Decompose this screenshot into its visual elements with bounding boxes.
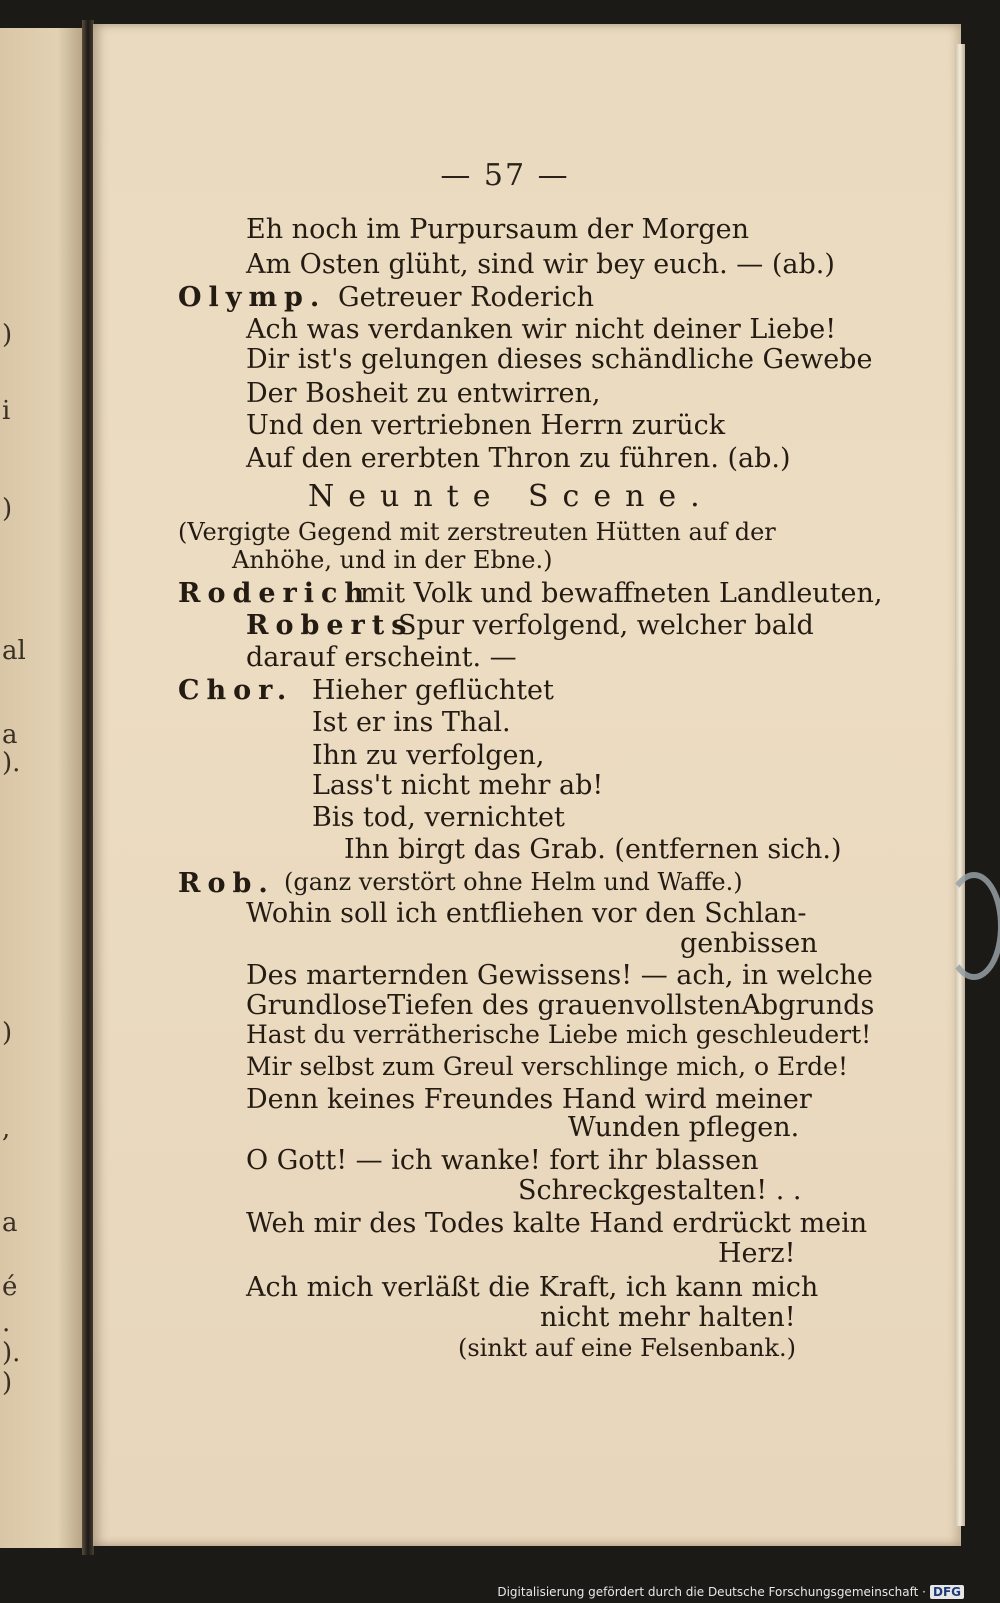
speaker-label: Rob. bbox=[178, 868, 275, 899]
verse-line: Ach was verdanken wir nicht deiner Liebe! bbox=[246, 314, 837, 345]
verse-line: Mir selbst zum Greul verschlinge mich, o Erde! bbox=[246, 1052, 849, 1081]
dfg-logo-icon: DFG bbox=[930, 1585, 964, 1599]
verse-line: Der Bosheit zu entwirren, bbox=[246, 378, 601, 409]
verse-line: Und den vertriebnen Herrn zurück bbox=[246, 410, 726, 441]
left-page-fragment: é bbox=[2, 1272, 18, 1302]
page-number: — 57 — bbox=[440, 158, 570, 193]
left-page-fragment: ). bbox=[2, 1338, 21, 1368]
left-page-fragment: i bbox=[2, 396, 11, 426]
verse-line: Bis tod, vernichtet bbox=[312, 802, 565, 833]
left-page-fragment: ) bbox=[2, 320, 13, 350]
verse-line: Ihn birgt das Grab. (entfernen sich.) bbox=[344, 834, 842, 865]
stage-direction: darauf erscheint. — bbox=[246, 642, 517, 673]
stage-direction: mit Volk und bewaffneten Landleuten, bbox=[360, 578, 883, 609]
verse-line: Des marternden Gewissens! — ach, in welche bbox=[246, 960, 873, 991]
digitization-credit bbox=[497, 1585, 964, 1599]
verse-line: Schreckgestalten! . . bbox=[518, 1175, 802, 1206]
left-page-fragment: ) bbox=[2, 1018, 13, 1048]
left-page-fragment: ). bbox=[2, 748, 21, 778]
speaker-label: Chor. bbox=[178, 675, 294, 706]
verse-line: Getreuer Roderich bbox=[338, 282, 595, 313]
verse-line: Eh noch im Purpursaum der Morgen bbox=[246, 214, 750, 245]
left-page-fragment: ) bbox=[2, 1368, 13, 1398]
stage-direction: Anhöhe, und in der Ebne.) bbox=[232, 546, 553, 574]
left-page-fragment: a bbox=[2, 720, 18, 750]
left-page-fragment: a bbox=[2, 1208, 18, 1238]
stage-direction: (Vergigte Gegend mit zerstreuten Hütten auf der bbox=[178, 518, 776, 546]
verse-line: Wunden pflegen. bbox=[568, 1112, 800, 1143]
verse-line: Am Osten glüht, sind wir bey euch. — (ab.) bbox=[246, 249, 835, 280]
verse-line: O Gott! — ich wanke! fort ihr blassen bbox=[246, 1145, 759, 1176]
verse-line: Wohin soll ich entfliehen vor den Schlan- bbox=[246, 898, 807, 929]
verse-line: Ist er ins Thal. bbox=[312, 707, 511, 738]
verse-line: Weh mir des Todes kalte Hand erdrückt mein bbox=[246, 1208, 868, 1239]
speaker-label: Roderich bbox=[178, 578, 372, 609]
stage-direction: (sinkt auf eine Felsenbank.) bbox=[458, 1334, 796, 1362]
scene-heading: Neunte Scene. bbox=[308, 479, 714, 514]
verse-line: Dir ist's gelungen dieses schändliche Gewebe bbox=[246, 344, 873, 375]
verse-line: nicht mehr halten! bbox=[540, 1302, 796, 1333]
credit-text: Digitalisierung gefördert durch die Deutsche Forschungsgemeinschaft · bbox=[497, 1585, 926, 1599]
stage-direction: (ganz verstört ohne Helm und Waffe.) bbox=[284, 868, 743, 896]
page-edge bbox=[955, 44, 965, 1526]
left-page bbox=[0, 28, 82, 1548]
verse-line: Denn keines Freundes Hand wird meiner bbox=[246, 1084, 812, 1115]
left-page-fragment: . bbox=[2, 1308, 11, 1338]
verse-line: Auf den ererbten Thron zu führen. (ab.) bbox=[246, 443, 791, 474]
verse-line: Hieher geflüchtet bbox=[312, 675, 554, 706]
left-page-fragment: , bbox=[2, 1114, 11, 1144]
speaker-label: Olymp. bbox=[178, 282, 327, 313]
stage-direction: Spur verfolgend, welcher bald bbox=[398, 610, 814, 641]
verse-line: Lass't nicht mehr ab! bbox=[312, 770, 604, 801]
verse-line: Ihn zu verfolgen, bbox=[312, 740, 545, 771]
verse-line: Ach mich verläßt die Kraft, ich kann mich bbox=[246, 1272, 819, 1303]
verse-line: Hast du verrätherische Liebe mich geschleudert! bbox=[246, 1020, 872, 1049]
speaker-label: Roberts bbox=[246, 610, 414, 641]
verse-line: genbissen bbox=[680, 928, 818, 959]
verse-line: GrundloseTiefen des grauenvollstenAbgrunds bbox=[246, 990, 875, 1021]
paper-clip-icon bbox=[944, 872, 1000, 980]
verse-line: Herz! bbox=[718, 1238, 796, 1269]
left-page-fragment: ) bbox=[2, 494, 13, 524]
left-page-fragment: al bbox=[2, 636, 26, 666]
